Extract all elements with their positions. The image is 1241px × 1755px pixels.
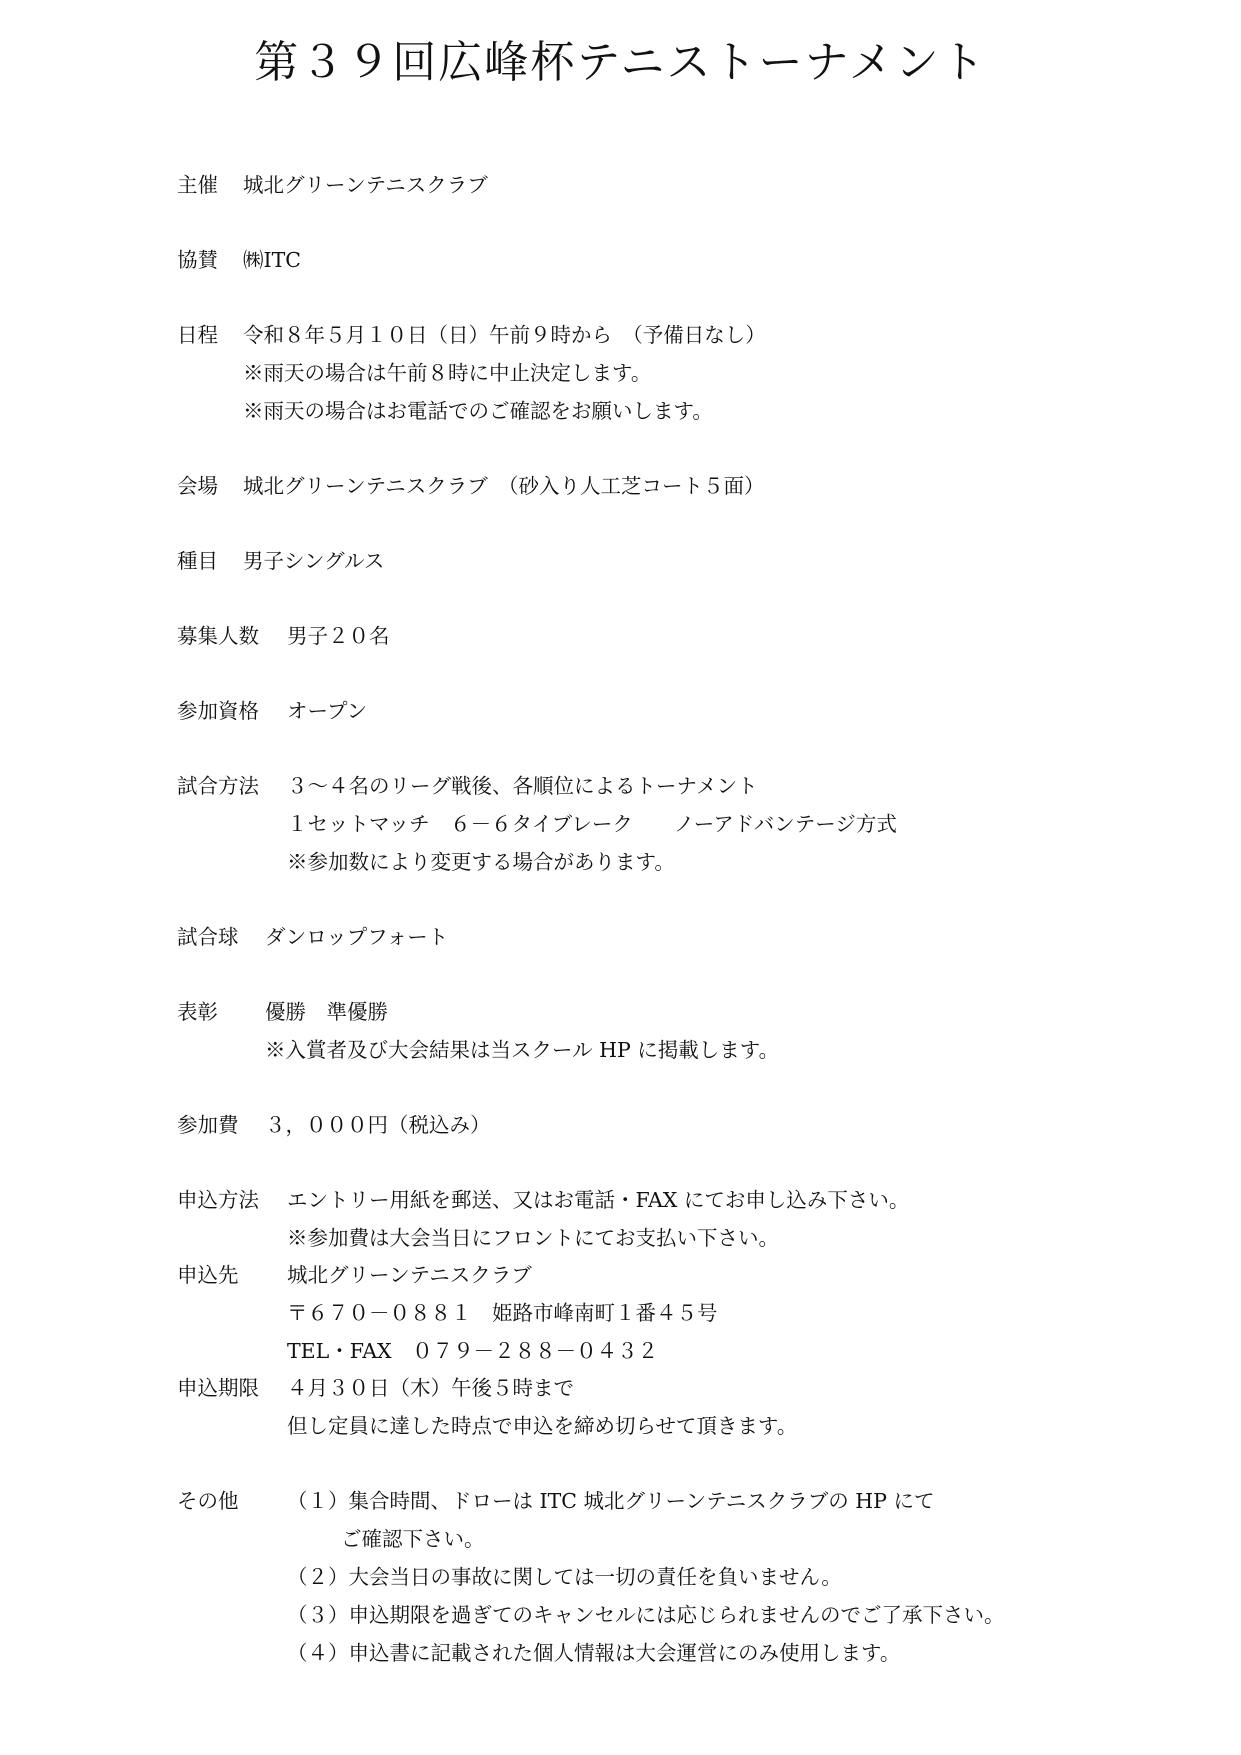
deadline-date: ４月３０日（木）午後５時まで (287, 1376, 574, 1400)
deadline-label: 申込期限 (177, 1376, 259, 1400)
application-line: エントリー用紙を郵送、又はお電話・FAX にてお申し込み下さい。 (287, 1188, 910, 1212)
capacity-label: 募集人数 (177, 624, 259, 648)
contact-phone: TEL・FAX ０７９－２８８－０４３２ (287, 1339, 659, 1363)
other-label: その他 (177, 1489, 239, 1513)
schedule-label: 日程 (177, 323, 218, 347)
event-value: 男子シングルス (243, 549, 385, 573)
format-line: ３～４名のリーグ戦後、各順位によるトーナメント (287, 774, 758, 798)
venue-value: 城北グリーンテニスクラブ （砂入り人工芝コート５面） (243, 474, 765, 498)
format-label: 試合方法 (177, 774, 259, 798)
other-item: （２）大会当日の事故に関しては一切の責任を負いません。 (287, 1565, 842, 1589)
other-item: （３）申込期限を過ぎてのキャンセルには応じられませんのでご了承下さい。 (287, 1603, 1005, 1627)
sponsor-label: 協賛 (177, 248, 218, 272)
capacity-value: 男子２０名 (287, 624, 390, 648)
ball-value: ダンロップフォート (265, 925, 449, 949)
event-label: 種目 (177, 549, 218, 573)
deadline-note: 但し定員に達した時点で申込を締め切らせて頂きます。 (287, 1414, 798, 1438)
awards-note: ※入賞者及び大会結果は当スクール HP に掲載します。 (265, 1038, 780, 1062)
schedule-value: 令和８年５月１０日（日）午前９時から （予備日なし） (243, 323, 766, 347)
fee-label: 参加費 (177, 1113, 239, 1137)
format-line: １セットマッチ ６－６タイブレーク ノーアドバンテージ方式 (287, 812, 897, 836)
organizer-label: 主催 (177, 173, 218, 197)
contact-name: 城北グリーンテニスクラブ (287, 1263, 532, 1287)
awards-label: 表彰 (177, 1000, 218, 1024)
schedule-note: ※雨天の場合は午前８時に中止決定します。 (243, 361, 652, 385)
ball-label: 試合球 (177, 925, 239, 949)
contact-label: 申込先 (177, 1263, 239, 1287)
eligibility-label: 参加資格 (177, 699, 259, 723)
other-item: （４）申込書に記載された個人情報は大会運営にのみ使用します。 (287, 1641, 901, 1665)
sponsor-value: ㈱ITC (243, 248, 301, 272)
eligibility-value: オープン (287, 699, 368, 723)
other-item-continuation: ご確認下さい。 (341, 1527, 485, 1551)
application-note: ※参加費は大会当日にフロントにてお支払い下さい。 (287, 1226, 779, 1250)
venue-label: 会場 (177, 474, 218, 498)
application-label: 申込方法 (177, 1188, 259, 1212)
awards-value: 優勝 準優勝 (265, 1000, 388, 1024)
document-title: 第３９回広峰杯テニストーナメント (254, 37, 987, 88)
schedule-note: ※雨天の場合はお電話でのご確認をお願いします。 (243, 399, 713, 423)
format-note: ※参加数により変更する場合があります。 (287, 850, 675, 874)
fee-value: ３，０００円（税込み） (265, 1113, 491, 1137)
other-item: （１）集合時間、ドローは ITC 城北グリーンテニスクラブの HP にて (287, 1489, 935, 1513)
organizer-value: 城北グリーンテニスクラブ (243, 173, 488, 197)
contact-address: 〒６７０－０８８１ 姫路市峰南町１番４５号 (287, 1301, 718, 1325)
